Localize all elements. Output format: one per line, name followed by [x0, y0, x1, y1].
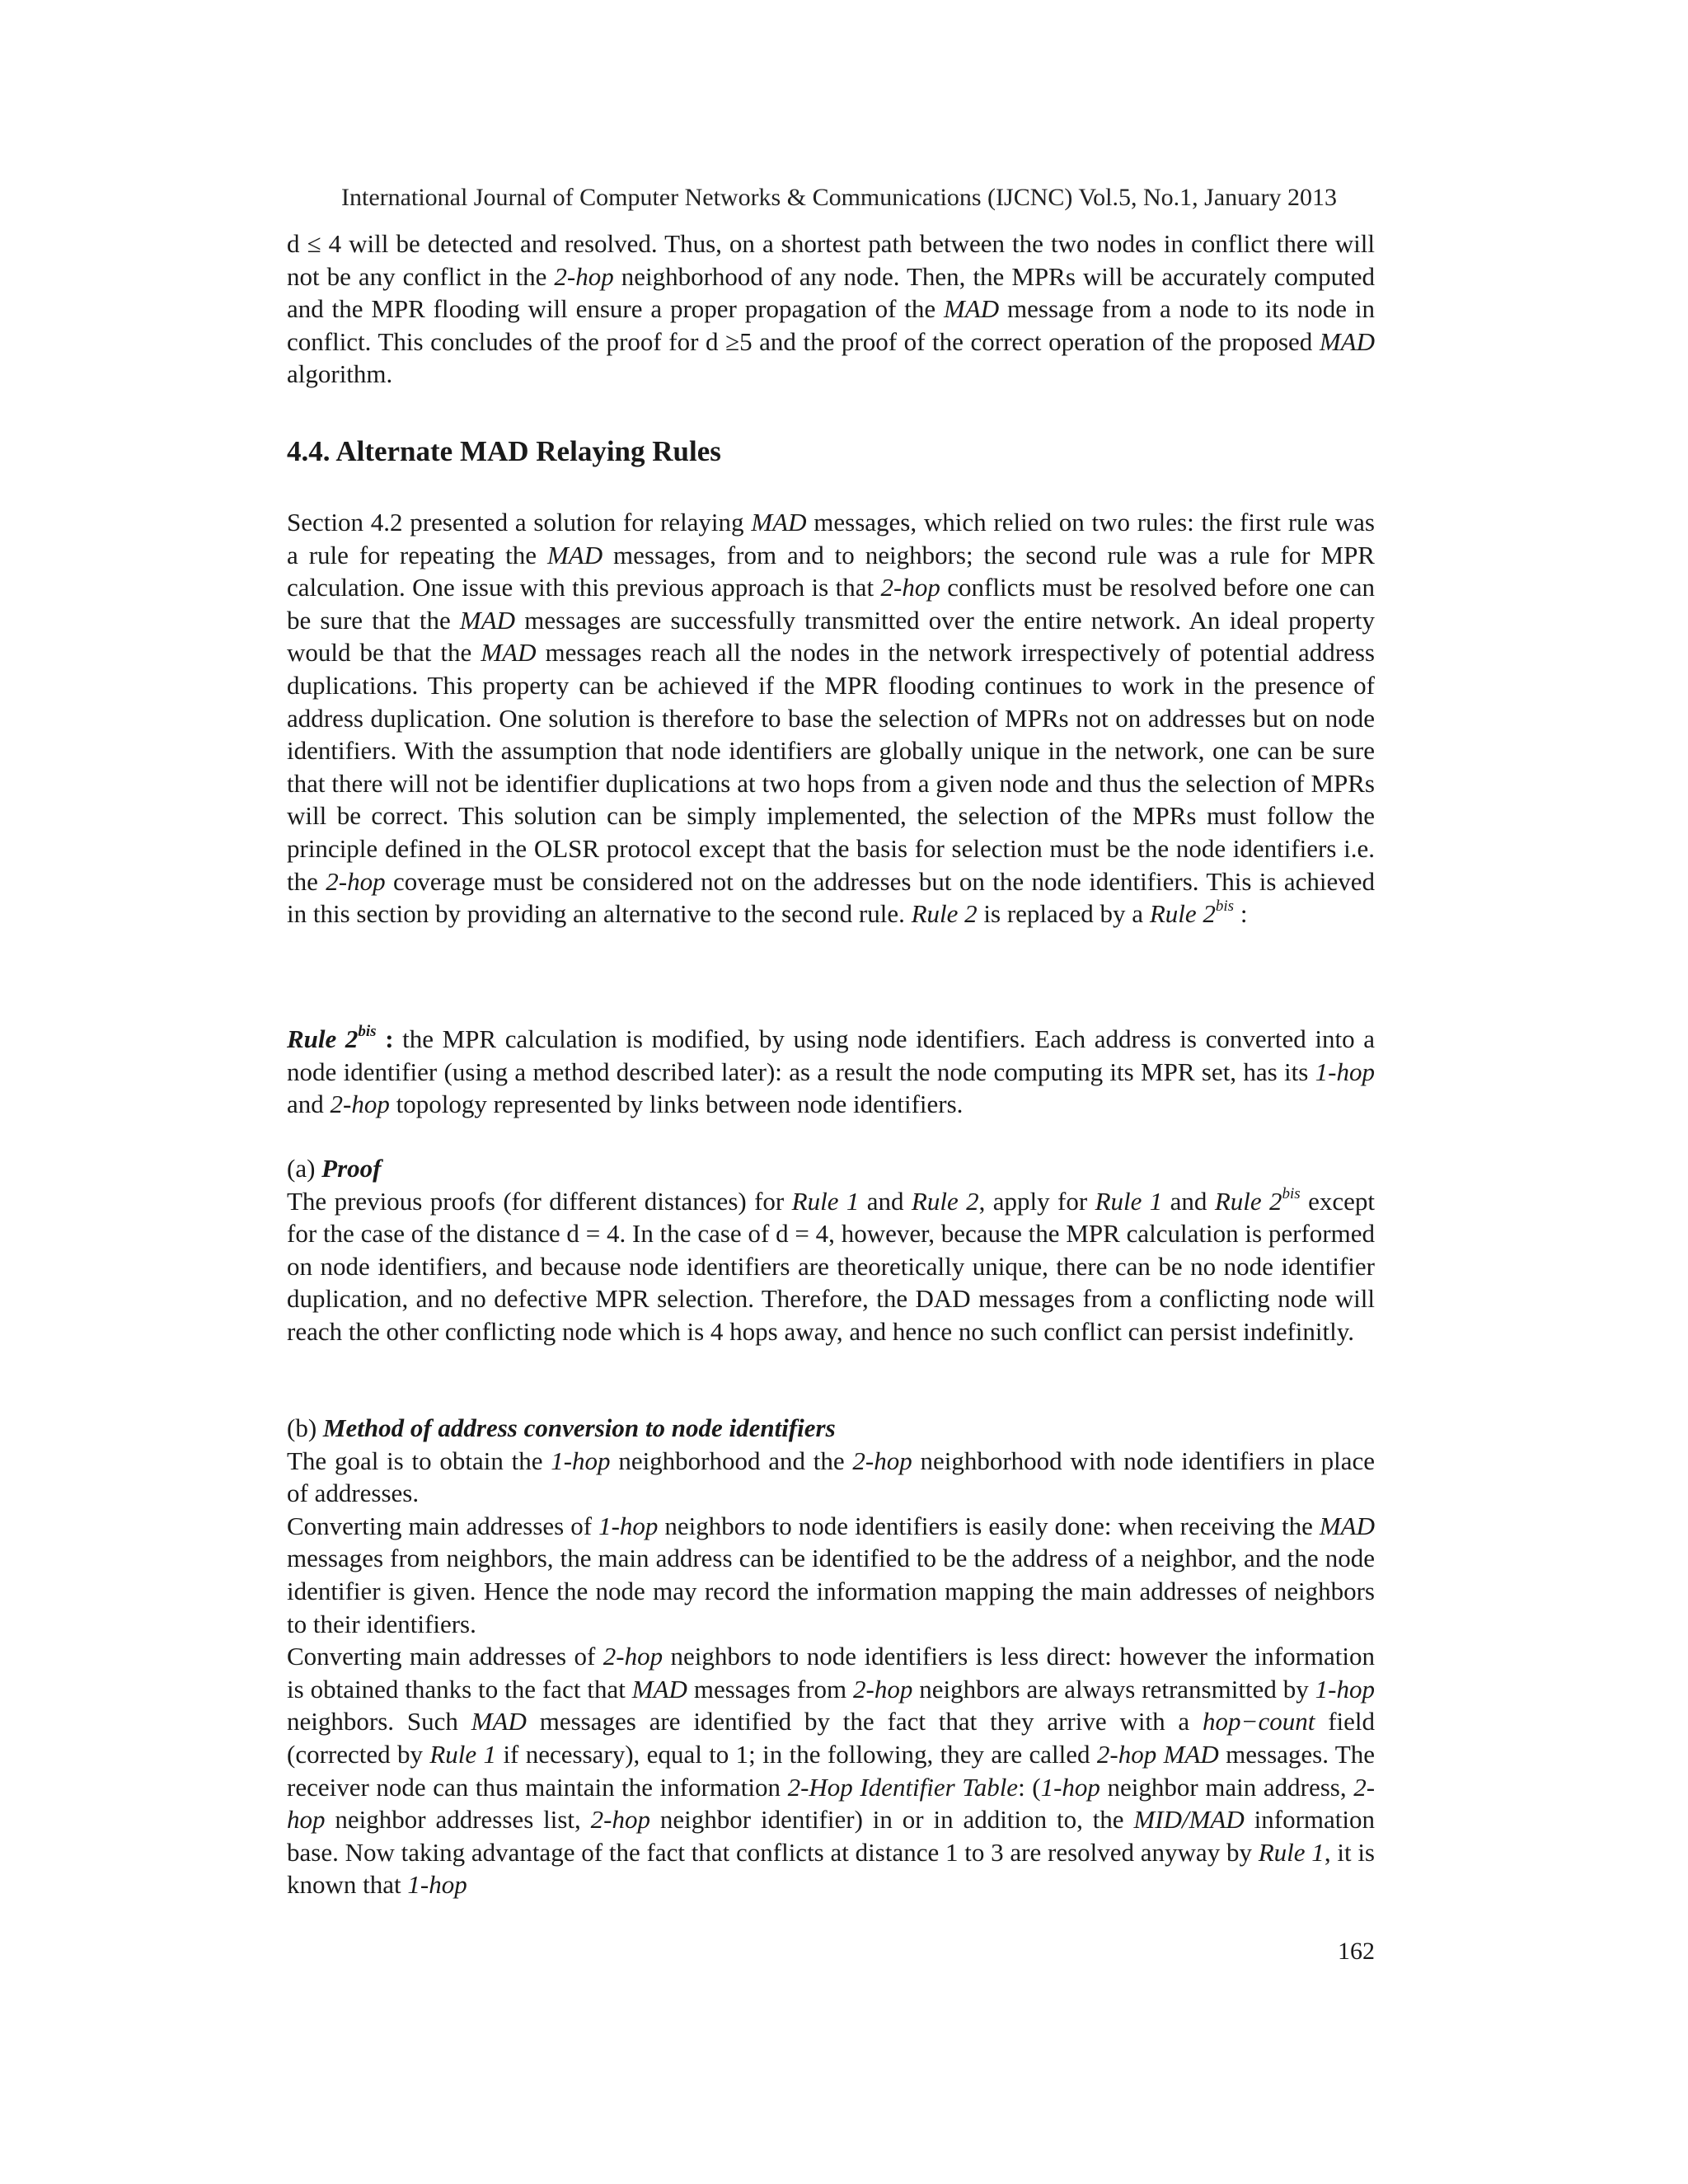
proof-section	[287, 1152, 1375, 1348]
proof-label: (a) Proof	[287, 1154, 382, 1183]
method-paragraph-1: The goal is to obtain the 1-hop neighborhood and the 2-hop neighborhood with node identifiers in place of addresses.	[287, 1446, 1375, 1508]
method-paragraph-2: Converting main addresses of 1-hop neighbors to node identifiers is easily done: when receiving the MAD messages from neighbors, the main address can be identified to be the address of a neighbor, and the node identifier is given. Hence the node may record the information mapping the main addresses of neighbors to their identifiers.	[287, 1511, 1375, 1638]
method-paragraph-3: Converting main addresses of 2-hop neighbors to node identifiers is less direct: however the information is obtained thanks to the fact that MAD messages from 2-hop neighbors are always retransmitted by 1-hop neighbors. Such MAD messages are identified by the fact that they arrive with a hop−count field (corrected by Rule 1 if necessary), equal to 1; in the following, they are called 2-hop MAD messages. The receiver node can thus maintain the information 2-Hop Identifier Table: (1-hop neighbor main address, 2-hop neighbor addresses list, 2-hop neighbor identifier) in or in addition to, the MID/MAD information base. Now taking advantage of the fact that conflicts at distance 1 to 3 are resolved anyway by Rule 1, it is known that 1-hop	[287, 1642, 1376, 1900]
page-number: 162	[1338, 1938, 1375, 1965]
rule-label: Rule 2	[287, 1024, 359, 1053]
section-paragraph: Section 4.2 presented a solution for relaying MAD messages, which relied on two rules: the first rule was a rule for repeating the MAD messages, from and to neighbors; the second rule was a rule for MPR calculation. One issue with this previous approach is that 2-hop conflicts must be resolved before one can be sure that the MAD messages are successfully transmitted over the entire network. An ideal property would be that the MAD messages reach all the nodes in the network irrespectively of potential address duplications. This property can be achieved if the MPR flooding continues to work in the presence of address duplication. One solution is therefore to base the selection of MPRs not on addresses but on node identifiers. With the assumption that node identifiers are globally unique in the network, one can be sure that there will not be identifier duplications at two hops from a given node and thus the selection of MPRs will be correct. This solution can be simply implemented, the selection of the MPRs must follow the principle defined in the OLSR protocol except that the basis for selection must be the node identifiers i.e. the 2-hop coverage must be considered not on the addresses but on the node identifiers. This is achieved in this section by providing an alternative to the second rule. Rule 2 is replaced by a Rule $2^{bis}$ :	[287, 508, 1375, 929]
rule-2bis-paragraph: Rule $2^{bis}$ : the MPR calculation is modified, by using node identifiers. Each address is converted into a node identifier (using a method described later): as a result the node computing its MPR set, has its 1-hop and 2-hop topology represented by links between node identifiers.	[287, 1023, 1375, 1119]
method-label: (b) Method of address conversion to node identifiers	[287, 1413, 836, 1442]
intro-paragraph: d ≤ 4 will be detected and resolved. Thus, on a shortest path between the two nodes in conflict there will not be any conflict in the 2-hop neighborhood of any node. Then, the MPRs will be accurately computed and the MPR flooding will ensure a proper propagation of the MAD message from a node to its node in conflict. This concludes of the proof for d ≥5 and the proof of the correct operation of the proposed MAD algorithm.	[287, 229, 1375, 389]
method-section	[287, 1412, 1375, 1901]
section-heading: 4.4. Alternate MAD Relaying Rules	[287, 435, 721, 467]
proof-paragraph: The previous proofs (for different distances) for Rule 1 and Rule 2, apply for Rule 1 and Rule $2^{bis}$ except for the case of the distance d = 4. In the case of d = 4, however, because the MPR calculation is performed on node identifiers, and because node identifiers are theoretically unique, there can be no node identifier duplication, and no defective MPR selection. Therefore, the DAD messages from a conflicting node will reach the other conflicting node which is 4 hops away, and hence no such conflict can persist indefinitly.	[287, 1184, 1375, 1346]
running-header: International Journal of Computer Networks & Communications (IJCNC) Vol.5, No.1, January 2013	[341, 184, 1337, 211]
